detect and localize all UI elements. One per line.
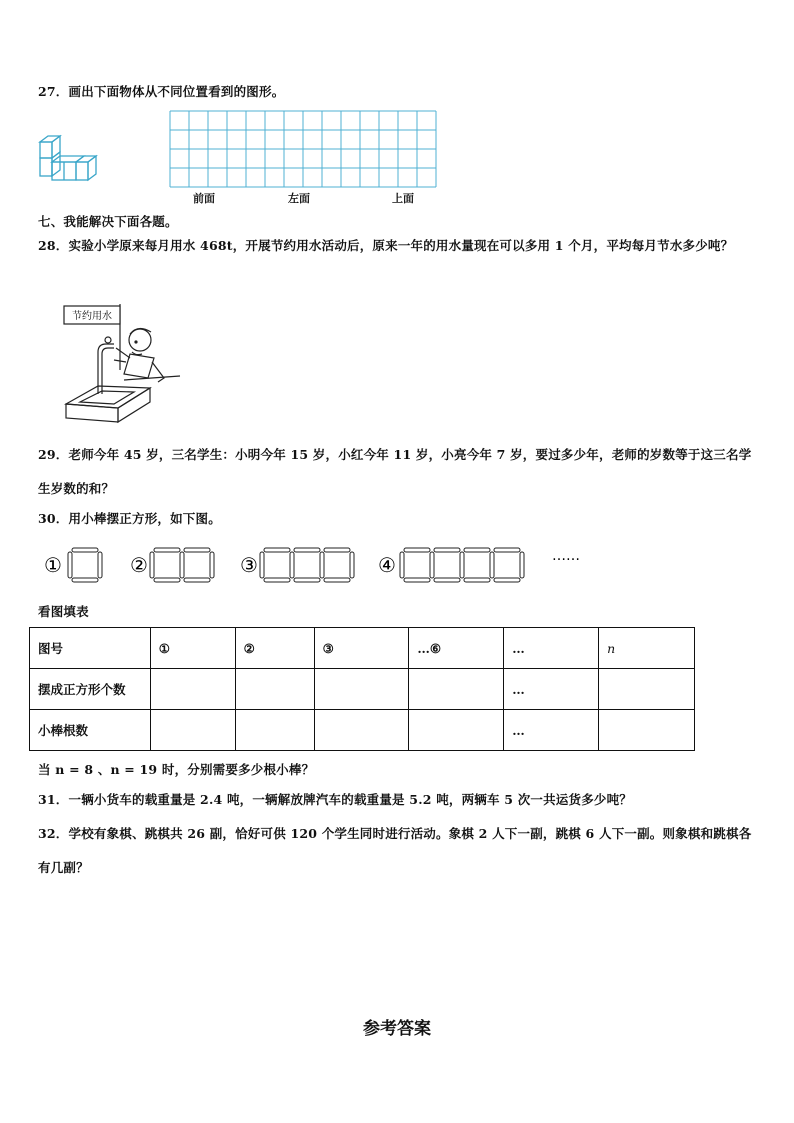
matchstick	[260, 552, 264, 578]
matchstick	[520, 552, 524, 578]
answers-heading: 参考答案	[363, 1019, 431, 1039]
figure-number-label: ③	[240, 553, 258, 577]
matchstick	[290, 552, 294, 578]
cube-stack-figure	[36, 132, 102, 184]
matchstick	[180, 552, 184, 578]
matchstick	[350, 552, 354, 578]
table-cell: 图号	[30, 628, 151, 669]
table-cell-input[interactable]	[150, 669, 235, 710]
ellipsis-label: ……	[552, 548, 580, 564]
table-row	[30, 710, 695, 751]
matchstick	[72, 578, 98, 582]
table-cell-input[interactable]	[235, 710, 314, 751]
matchstick	[264, 578, 290, 582]
label-left: 左面	[288, 192, 310, 205]
matchstick	[434, 578, 460, 582]
matchstick	[150, 552, 154, 578]
question-27: 27．画出下面物体从不同位置看到的图形。	[38, 84, 285, 99]
label-front: 前面	[193, 192, 215, 205]
question-30-followup: 当 n = 8 、n = 19 时，分别需要多少根小棒？	[38, 762, 315, 777]
matchstick-squares-figure	[40, 540, 600, 590]
table-cell-input[interactable]	[314, 710, 409, 751]
table-cell: …	[504, 710, 599, 751]
question-28: 28．实验小学原来每月用水 468t，开展节约用水活动后，原来一年的用水量现在可以多用 1 个月，平均每月节水多少吨？	[38, 238, 734, 253]
fill-in-table	[29, 627, 695, 751]
matchstick	[400, 552, 404, 578]
table-cell: …	[504, 669, 599, 710]
matchstick	[490, 552, 494, 578]
matchstick	[72, 548, 98, 552]
question-29: 29．老师今年 45 岁，三名学生：小明今年 15 岁，小红今年 11 岁，小亮今年 7 岁，要过多少年，老师的岁数等于这三名学生岁数的和？	[38, 447, 752, 496]
table-cell: ①	[150, 628, 235, 669]
table-cell-input[interactable]	[409, 669, 504, 710]
label-top: 上面	[392, 192, 414, 205]
matchstick	[464, 578, 490, 582]
matchstick	[494, 578, 520, 582]
matchstick	[294, 548, 320, 552]
table-cell-input[interactable]	[235, 669, 314, 710]
matchstick	[494, 548, 520, 552]
table-cell-input[interactable]	[314, 669, 409, 710]
matchstick	[184, 578, 210, 582]
figure-number-label: ④	[378, 553, 396, 577]
question-31: 31．一辆小货车的载重量是 2.4 吨，一辆解放牌汽车的载重量是 5.2 吨，两辆车 5 次一共运货多少吨？	[38, 792, 632, 807]
matchstick	[98, 552, 102, 578]
table-cell: ②	[235, 628, 314, 669]
table-cell: …	[504, 628, 599, 669]
table-row	[30, 628, 695, 669]
matchstick	[464, 548, 490, 552]
table-cell: …⑥	[409, 628, 504, 669]
matchstick	[294, 578, 320, 582]
matchstick	[210, 552, 214, 578]
matchstick	[154, 548, 180, 552]
table-cell: ③	[314, 628, 409, 669]
figure-number-label: ①	[44, 553, 62, 577]
section-heading: 七、我能解决下面各题。	[38, 214, 178, 229]
matchstick	[320, 552, 324, 578]
matchstick	[430, 552, 434, 578]
table-cell-input[interactable]	[409, 710, 504, 751]
matchstick	[404, 578, 430, 582]
figure-number-label: ②	[130, 553, 148, 577]
matchstick	[154, 578, 180, 582]
matchstick	[434, 548, 460, 552]
table-cell: n	[599, 628, 695, 669]
matchstick	[264, 548, 290, 552]
matchstick	[460, 552, 464, 578]
matchstick	[68, 552, 72, 578]
matchstick	[184, 548, 210, 552]
table-cell: 小棒根数	[30, 710, 151, 751]
table-row	[30, 669, 695, 710]
matchstick	[404, 548, 430, 552]
question-30: 30．用小棒摆正方形，如下图。	[38, 511, 221, 526]
sign-text: 节约用水	[72, 311, 112, 322]
table-cell: 摆成正方形个数	[30, 669, 151, 710]
question-32: 32．学校有象棋、跳棋共 26 副，恰好可供 120 个学生同时进行活动。象棋 2 人下一副，跳棋 6 人下一副。则象棋和跳棋各有几副？	[38, 826, 752, 875]
answer-grid	[170, 111, 436, 187]
table-title: 看图填表	[38, 604, 89, 619]
table-cell-input[interactable]	[150, 710, 235, 751]
table-cell-input[interactable]	[599, 669, 695, 710]
matchstick	[324, 548, 350, 552]
table-cell-input[interactable]	[599, 710, 695, 751]
matchstick	[324, 578, 350, 582]
